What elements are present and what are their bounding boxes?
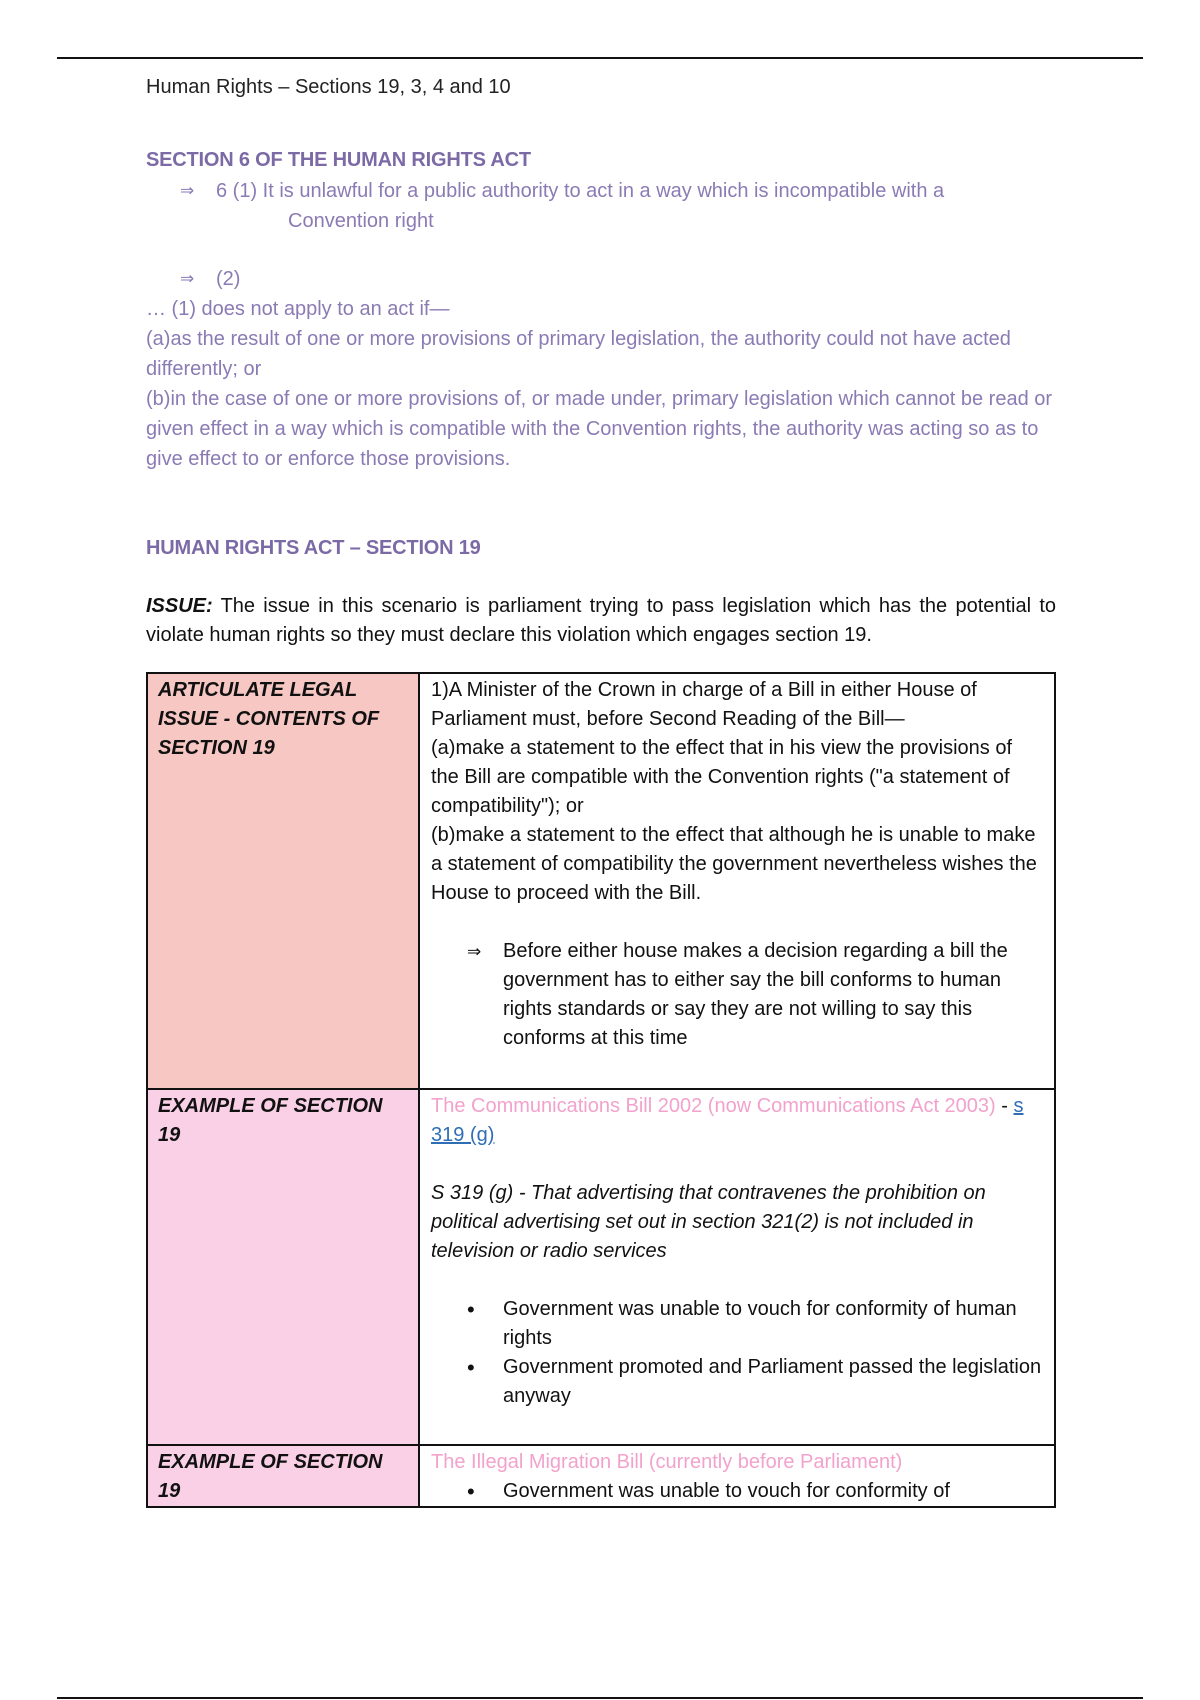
section6-subsection-1-line1: 6 (1) It is unlawful for a public authority to act in a way which is incompatible with a [216,180,945,202]
row2-bullet-list [431,1295,1044,1411]
row3-content [419,1445,1055,1507]
section6-subsection-1-text [216,176,1052,236]
row1-text3: (b)make a statement to the effect that although he is unable to make a statement of compatibility the government nevertheless wishes the House to proceed with the Bill. [431,824,1037,904]
section6-subsection-2-a: (a)as the result of one or more provisions of primary legislation, the authority could not have acted differently; or [146,328,1011,380]
section19-table [146,672,1056,1508]
section6-subsection-2 [146,264,1056,294]
row2-bill-line [431,1092,1044,1150]
row2-label: EXAMPLE OF SECTION 19 [147,1089,419,1445]
row2-quote: S 319 (g) - That advertising that contravenes the prohibition on political advertising set out in section 321(2) is not included in television or radio services [431,1182,986,1262]
section6-heading: SECTION 6 OF THE HUMAN RIGHTS ACT [146,149,531,171]
section19-heading: HUMAN RIGHTS ACT – SECTION 19 [146,537,481,559]
row1-text2: (a)make a statement to the effect that in his view the provisions of the Bill are compatible with the Convention rights ("a statement of compatibility"); or [431,737,1013,817]
row1-content [419,673,1055,1089]
issue-paragraph [146,592,1056,650]
table-row [147,1445,1055,1507]
arrow-icon: ⇒ [180,181,195,200]
row1-summary [431,937,1044,1053]
footer-rule [57,1697,1143,1699]
issue-label: ISSUE: [146,595,213,617]
header-rule [57,57,1143,59]
list-item: • Government promoted and Parliament passed the legislation anyway [503,1353,1044,1411]
arrow-icon: ⇒ [467,942,482,961]
section6-subsection-2-label: (2) [216,268,241,290]
list-item: • Government was unable to vouch for conformity of [503,1477,1044,1506]
row2-separator: - [995,1095,1014,1117]
row2-content [419,1089,1055,1445]
row2-bill: The Communications Bill 2002 (now Communications Act 2003) [431,1095,996,1117]
issue-text: The issue in this scenario is parliament trying to pass legislation which has the potential to violate human rights so they must declare this violation which engages section 19. [146,595,1056,646]
row3-label: EXAMPLE OF SECTION 19 [147,1445,419,1507]
section6-subsection-2-b: (b)in the case of one or more provisions of, or made under, primary legislation which cannot be read or given effect in a way which is compatible with the Convention rights, the authority was acting so as to give effect to or enforce those provisions. [146,388,1053,470]
arrow-icon: ⇒ [180,269,195,288]
list-item: • Government was unable to vouch for conformity of human rights [503,1295,1044,1353]
section6-subsection-2-intro: … (1) does not apply to an act if— [146,298,450,320]
section6-subsection-1 [146,176,1056,236]
row1-summary-text: Before either house makes a decision regarding a bill the government has to either say the bill conforms to human rights standards or say they are not willing to say this conforms at this time [503,940,1008,1049]
row1-label: ARTICULATE LEGAL ISSUE - CONTENTS OF SECTION 19 [147,673,419,1089]
table-row [147,673,1055,1089]
s319g-link[interactable]: s 319 (g) [431,1095,1024,1146]
row3-bill: The Illegal Migration Bill (currently before Parliament) [431,1451,903,1473]
document-page [146,72,1056,1508]
section6-subsection-1-line2: Convention right [288,210,434,232]
row1-text1: 1)A Minister of the Crown in charge of a Bill in either House of Parliament must, before Second Reading of the Bill— [431,679,977,730]
table-row [147,1089,1055,1445]
row3-bullet-list [431,1477,1044,1506]
document-title: Human Rights – Sections 19, 3, 4 and 10 [146,76,511,98]
